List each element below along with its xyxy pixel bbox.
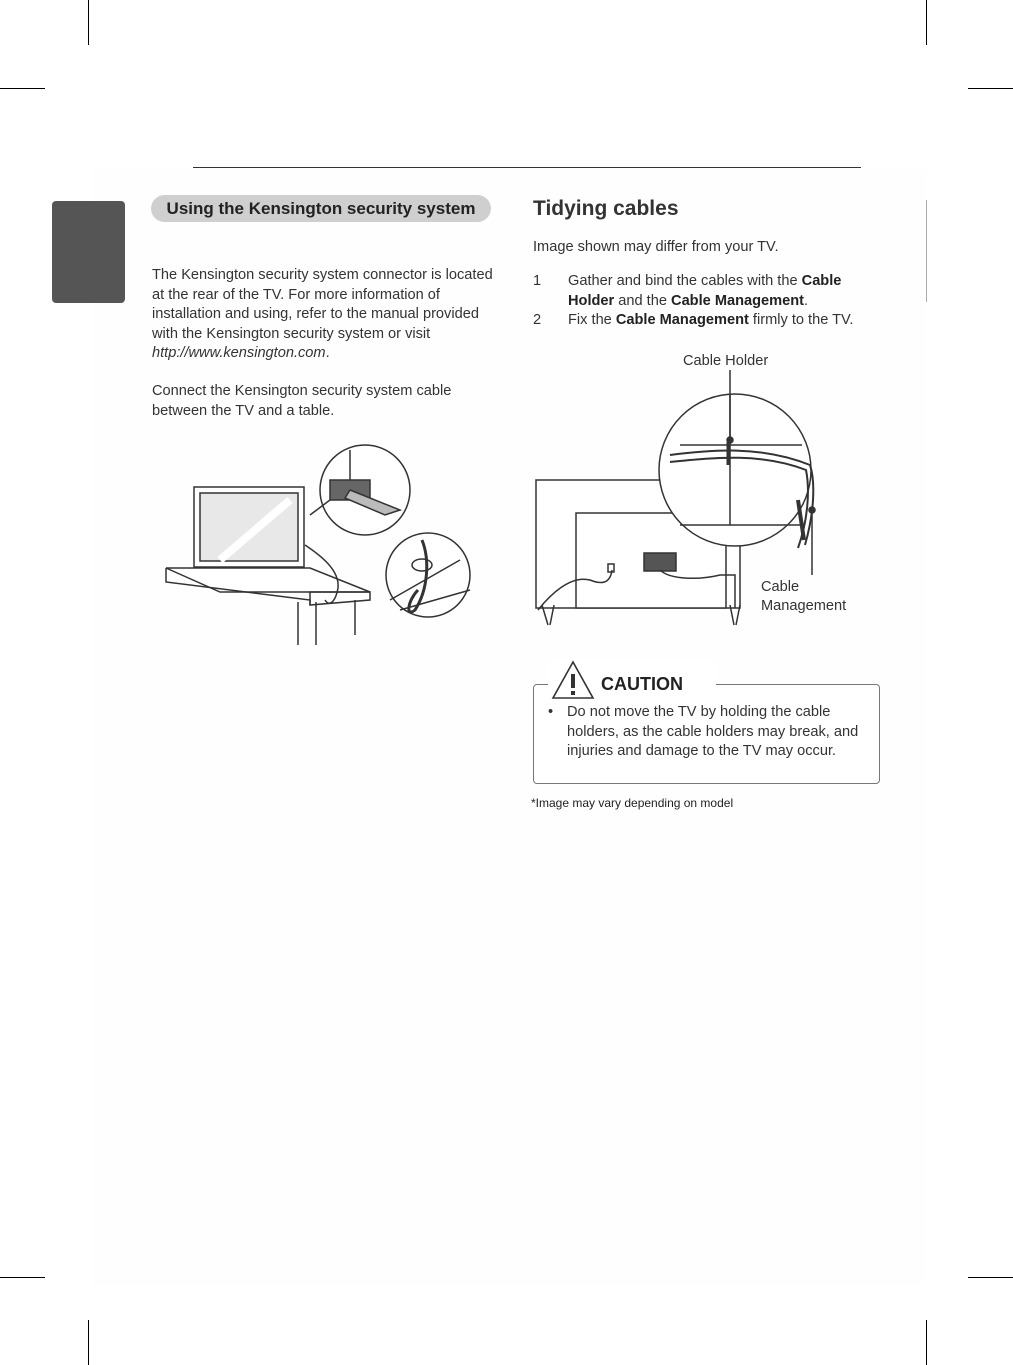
- step-item: [533, 272, 878, 311]
- section-title-kensington: Using the Kensington security system: [151, 195, 491, 222]
- crop-mark: [968, 1277, 1013, 1278]
- caution-item: [548, 703, 868, 762]
- crop-mark: [88, 1320, 89, 1365]
- kensington-description: [152, 266, 497, 364]
- crop-mark: [926, 0, 927, 45]
- step-text: Fix the Cable Management firmly to the TV.: [568, 312, 854, 328]
- step-number: 2: [533, 312, 542, 328]
- label-cable-management-line2: Management: [761, 598, 847, 614]
- language-tab: [52, 201, 125, 303]
- section-title-tidying: Tidying cables: [533, 197, 679, 220]
- caution-title: CAUTION: [601, 674, 683, 694]
- header-rule: [193, 167, 861, 168]
- label-cable-holder: Cable Holder: [683, 353, 769, 369]
- bullet: •: [548, 704, 554, 720]
- footnote: *Image may vary depending on model: [531, 796, 734, 810]
- crop-mark: [968, 88, 1013, 89]
- warning-icon: [551, 660, 595, 700]
- margin-line: [926, 200, 927, 302]
- crop-mark: [926, 1320, 927, 1365]
- period: .: [325, 345, 330, 361]
- caution-text: Do not move the TV by holding the cable holders, as the cable holders may break, and injuries and damage to the TV may occur.: [567, 704, 859, 759]
- cable-illustration: [530, 370, 850, 635]
- image-disclaimer: Image shown may differ from your TV.: [533, 239, 779, 255]
- crop-mark: [0, 1277, 45, 1278]
- kensington-link[interactable]: http://www.kensington.com: [152, 345, 326, 361]
- kensington-illustration: [160, 440, 480, 650]
- step-text: Gather and bind the cables with the Cable Holder and the Cable Management.: [568, 273, 842, 309]
- tidying-steps: [533, 272, 878, 331]
- kensington-text: The Kensington security system connector is located at the rear of the TV. For more information of installation and using, refer to the manual provided with the Kensington security system or visit: [152, 267, 493, 342]
- crop-mark: [0, 88, 45, 89]
- kensington-instruction: Connect the Kensington security system cable between the TV and a table.: [152, 383, 452, 419]
- step-number: 1: [533, 273, 542, 289]
- label-cable-management-line1: Cable: [761, 579, 800, 595]
- crop-mark: [88, 0, 89, 45]
- step-item: [533, 311, 878, 331]
